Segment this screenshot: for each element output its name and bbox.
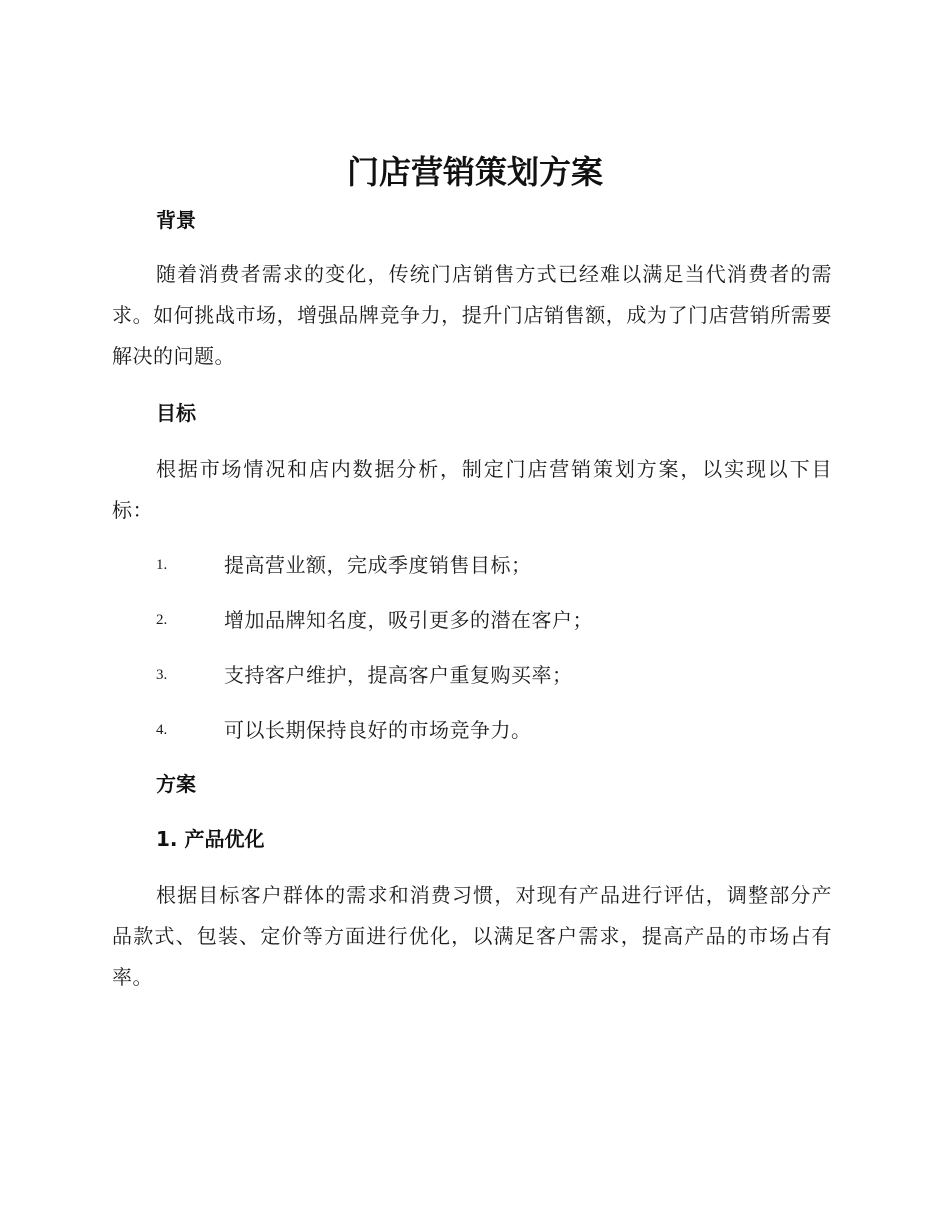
list-text: 增加品牌知名度，吸引更多的潜在客户； bbox=[224, 608, 593, 632]
goal-paragraph: 根据市场情况和店内数据分析，制定门店营销策划方案，以实现以下目标： bbox=[112, 457, 832, 522]
goal-list-item bbox=[156, 549, 832, 581]
background-paragraph: 随着消费者需求的变化，传统门店销售方式已经难以满足当代消费者的需求。如何挑战市场，增强品牌竞争力，提升门店销售额，成为了门店营销所需要解决的问题。 bbox=[112, 262, 832, 368]
goal-list-item bbox=[156, 604, 832, 636]
list-number: 4. bbox=[156, 722, 168, 738]
list-number: 2. bbox=[156, 612, 168, 628]
section-heading-background: 背景 bbox=[156, 208, 196, 232]
subsection-heading-product: 1. 产品优化 bbox=[156, 827, 265, 851]
list-text: 支持客户维护，提高客户重复购买率； bbox=[224, 663, 573, 687]
list-number: 3. bbox=[156, 667, 168, 683]
goal-list-item bbox=[156, 714, 832, 746]
section-heading-plan: 方案 bbox=[156, 772, 196, 796]
list-text: 提高营业额，完成季度销售目标； bbox=[224, 553, 532, 577]
document-title: 门店营销策划方案 bbox=[346, 153, 603, 191]
list-number: 1. bbox=[156, 557, 168, 573]
plan-paragraph: 根据目标客户群体的需求和消费习惯，对现有产品进行评估，调整部分产品款式、包装、定价等方面进行优化，以满足客户需求，提高产品的市场占有率。 bbox=[112, 883, 832, 989]
section-heading-goal: 目标 bbox=[156, 401, 196, 425]
goal-list-item bbox=[156, 659, 832, 691]
list-text: 可以长期保持良好的市场竞争力。 bbox=[224, 718, 532, 742]
